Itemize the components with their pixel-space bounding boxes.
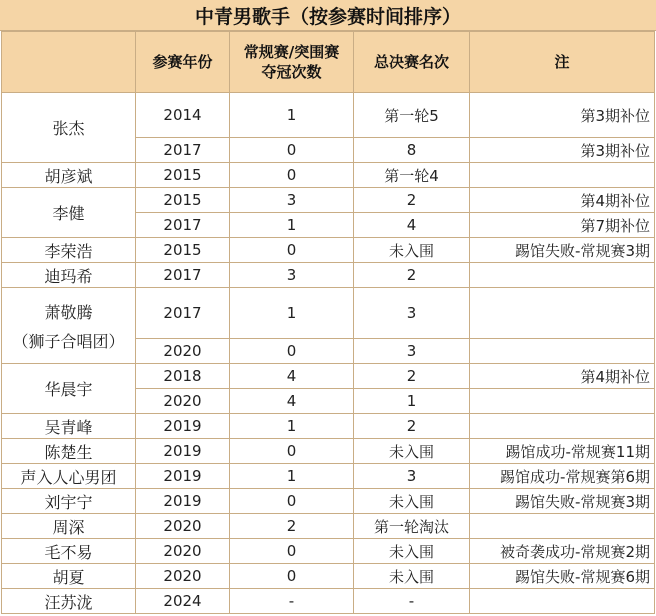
entry-note: 第3期补位 [470, 138, 655, 163]
entry-year: 2015 [136, 163, 230, 188]
entry-wins: 3 [230, 263, 354, 288]
singer-name-text: 张杰 [52, 119, 85, 138]
singer-name [2, 489, 136, 514]
singer-name-text: 汪苏泷 [44, 592, 93, 612]
entry-year: 2020 [136, 539, 230, 564]
entry-year: 2020 [136, 514, 230, 539]
entry-wins: 0 [230, 489, 354, 514]
singer-name [2, 163, 136, 188]
singer-name [2, 288, 136, 364]
table-row [2, 589, 655, 614]
entry-note [470, 339, 655, 364]
table-row [2, 263, 655, 288]
entry-final: 2 [354, 263, 470, 288]
entry-final: 2 [354, 188, 470, 213]
header-row [2, 32, 655, 93]
entry-note [470, 414, 655, 439]
entry-final: 第一轮5 [354, 93, 470, 138]
entry-year: 2020 [136, 564, 230, 589]
entry-wins: 0 [230, 539, 354, 564]
entry-note [470, 514, 655, 539]
singer-name [2, 514, 136, 539]
entry-note: 被奇袭成功-常规赛2期 [470, 539, 655, 564]
header-final: 总决赛名次 [354, 32, 470, 93]
header-wins [230, 32, 354, 93]
singer-name-text: 吴青峰 [44, 417, 93, 437]
entry-year: 2019 [136, 489, 230, 514]
entry-note [470, 389, 655, 414]
singer-name [2, 238, 136, 263]
entry-year: 2017 [136, 288, 230, 339]
table-row [2, 539, 655, 564]
header-wins-line2: 夺冠次数 [261, 63, 322, 81]
entry-year: 2018 [136, 364, 230, 389]
singer-name-text: 胡彦斌 [44, 166, 93, 186]
entry-note [470, 163, 655, 188]
entry-note: 踢馆失败-常规赛6期 [470, 564, 655, 589]
entry-final: 3 [354, 339, 470, 364]
entry-wins: 0 [230, 339, 354, 364]
singer-name-text: 萧敬腾 [44, 302, 93, 322]
table-row [2, 464, 655, 489]
entry-final: 8 [354, 138, 470, 163]
singer-name [2, 263, 136, 288]
table-row [2, 439, 655, 464]
entry-wins: - [230, 589, 354, 614]
entry-note: 第3期补位 [470, 93, 655, 138]
singer-name-text: 华晨宇 [44, 380, 93, 399]
header-note: 注 [470, 32, 655, 93]
entry-wins: 0 [230, 564, 354, 589]
entry-final: 3 [354, 464, 470, 489]
entry-note: 踢馆成功-常规赛第6期 [470, 464, 655, 489]
entry-wins: 0 [230, 238, 354, 263]
entry-final: 2 [354, 364, 470, 389]
singer-name-text: 李健 [52, 204, 85, 223]
entry-note [470, 589, 655, 614]
table-row [2, 288, 655, 339]
entry-note: 第4期补位 [470, 188, 655, 213]
entry-final: 未入围 [354, 439, 470, 464]
entry-final: 3 [354, 288, 470, 339]
entry-year: 2020 [136, 389, 230, 414]
entry-final: 未入围 [354, 489, 470, 514]
table-row [2, 93, 655, 138]
entry-year: 2014 [136, 93, 230, 138]
entry-final: 第一轮4 [354, 163, 470, 188]
singer-name [2, 464, 136, 489]
entry-year: 2015 [136, 188, 230, 213]
table-row [2, 489, 655, 514]
singer-name-text: 刘宇宁 [44, 492, 93, 512]
entry-wins: 3 [230, 188, 354, 213]
entry-note: 第4期补位 [470, 364, 655, 389]
entry-note [470, 263, 655, 288]
table-row [2, 188, 655, 213]
entry-wins: 2 [230, 514, 354, 539]
singer-name [2, 539, 136, 564]
entry-note: 踢馆成功-常规赛11期 [470, 439, 655, 464]
singer-name [2, 439, 136, 464]
singer-name-text: 周深 [52, 517, 85, 537]
entry-wins: 1 [230, 464, 354, 489]
header-year: 参赛年份 [136, 32, 230, 93]
entry-year: 2024 [136, 589, 230, 614]
table-row [2, 564, 655, 589]
singer-name [2, 364, 136, 414]
entry-wins: 4 [230, 389, 354, 414]
singer-name [2, 93, 136, 163]
header-name [2, 32, 136, 93]
entry-wins: 0 [230, 163, 354, 188]
entry-wins: 1 [230, 93, 354, 138]
entry-note: 踢馆失败-常规赛3期 [470, 238, 655, 263]
entry-year: 2017 [136, 263, 230, 288]
entry-year: 2019 [136, 439, 230, 464]
singer-name-text: 声入人心男团 [20, 467, 117, 487]
table-row [2, 414, 655, 439]
entry-note: 第7期补位 [470, 213, 655, 238]
entry-final: 2 [354, 414, 470, 439]
table-title: 中青男歌手（按参赛时间排序） [0, 0, 656, 31]
entry-wins: 1 [230, 414, 354, 439]
entry-wins: 0 [230, 439, 354, 464]
entry-year: 2019 [136, 414, 230, 439]
singers-table [1, 31, 655, 614]
entry-final: 未入围 [354, 564, 470, 589]
singer-name [2, 589, 136, 614]
entry-final: 4 [354, 213, 470, 238]
table-row [2, 238, 655, 263]
entry-wins: 1 [230, 288, 354, 339]
singer-name-subtitle: （狮子合唱团） [12, 331, 125, 351]
singer-name [2, 188, 136, 238]
entry-year: 2015 [136, 238, 230, 263]
table-body [2, 93, 655, 614]
entry-year: 2017 [136, 213, 230, 238]
entry-final: 未入围 [354, 238, 470, 263]
singer-name-text: 毛不易 [44, 542, 93, 562]
singer-name-text: 胡夏 [52, 567, 85, 587]
table-row [2, 514, 655, 539]
entry-year: 2017 [136, 138, 230, 163]
table-row [2, 163, 655, 188]
header-wins-line1: 常规赛/突围赛 [243, 43, 340, 61]
entry-wins: 1 [230, 213, 354, 238]
table-row [2, 364, 655, 389]
singer-name-text: 陈楚生 [44, 442, 93, 462]
entry-final: 第一轮淘汰 [354, 514, 470, 539]
entry-wins: 0 [230, 138, 354, 163]
singer-name [2, 414, 136, 439]
entry-year: 2020 [136, 339, 230, 364]
entry-year: 2019 [136, 464, 230, 489]
singer-name [2, 564, 136, 589]
entry-wins: 4 [230, 364, 354, 389]
entry-final: 未入围 [354, 539, 470, 564]
entry-note: 踢馆失败-常规赛3期 [470, 489, 655, 514]
entry-note [470, 288, 655, 339]
entry-final: - [354, 589, 470, 614]
singer-name-text: 迪玛希 [44, 266, 93, 286]
entry-final: 1 [354, 389, 470, 414]
singer-name-text: 李荣浩 [44, 241, 93, 261]
